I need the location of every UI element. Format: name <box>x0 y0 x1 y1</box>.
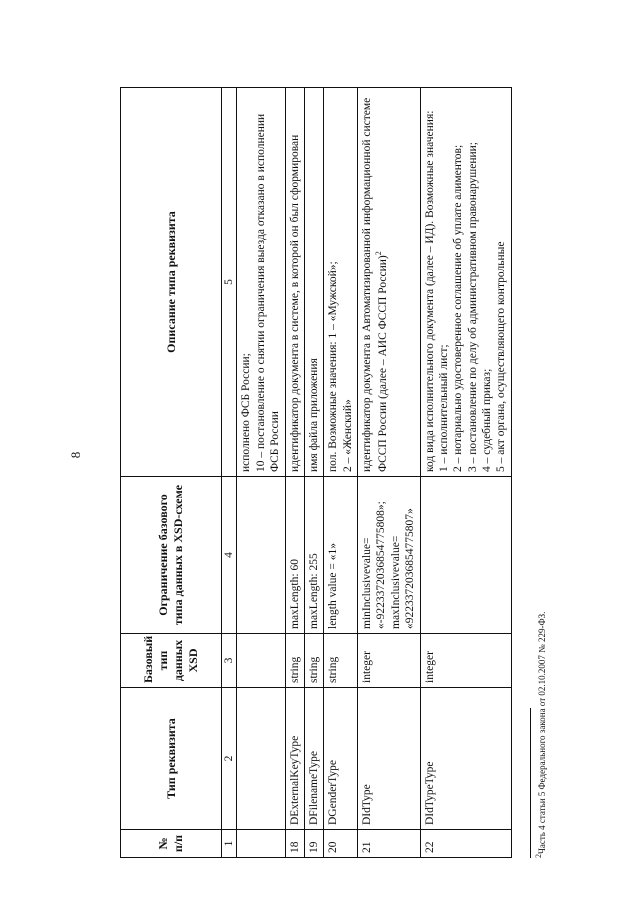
cell-description <box>237 88 285 477</box>
page-number: 8 <box>68 451 83 459</box>
column-number: 4 <box>222 477 237 634</box>
description-line: 1 – исполнительный лист; <box>437 344 450 472</box>
cell-num: 22 <box>420 830 511 858</box>
cell-num: 18 <box>285 830 304 858</box>
description-line: 3 – постановление по делу об административном правонарушении; <box>466 141 479 472</box>
cell-base-type: integer <box>420 634 511 688</box>
footnote-rule <box>530 708 531 858</box>
description-text: идентификатор документа в Автоматизированной информационной системе ФССП России (далее – АИС ФССП России) <box>361 97 390 472</box>
table-header-row <box>121 88 222 858</box>
table-row <box>285 88 304 858</box>
column-number: 1 <box>222 830 237 858</box>
cell-num: 21 <box>358 830 421 858</box>
description-line: пол. Возможные значения: 1 – «Мужской»; <box>327 261 340 472</box>
header-base-type: Базовый тип данных XSD <box>121 634 222 688</box>
cell-num: 19 <box>304 830 323 858</box>
footnote-marker: 2 <box>534 854 543 858</box>
cell-restriction <box>237 477 285 634</box>
cell-base-type: string <box>324 634 358 688</box>
restriction-line: maxInclusivevalue= <box>389 535 402 629</box>
cell-type-name <box>237 688 285 830</box>
footnote-ref: 2 <box>374 251 384 256</box>
cell-description <box>324 88 358 477</box>
table-row <box>324 88 358 858</box>
cell-base-type <box>237 634 285 688</box>
header-restriction: Ограничение базового типа данных в XSD-схеме <box>121 477 222 634</box>
cell-description <box>420 88 511 477</box>
cell-num <box>237 830 285 858</box>
footnote-text: Часть 4 статьи 5 Федерального закона от 02.10.2007 № 229-ФЗ. <box>537 611 547 854</box>
cell-num: 20 <box>324 830 358 858</box>
description-line: 2 – «Женский» <box>341 399 354 472</box>
header-type-name: Тип реквизита <box>121 688 222 830</box>
header-num: № п/п <box>121 830 222 858</box>
rotated-page-content <box>120 88 547 858</box>
footnote <box>530 88 547 858</box>
table-row <box>304 88 323 858</box>
cell-type-name: DIdType <box>358 688 421 830</box>
cell-base-type: integer <box>358 634 421 688</box>
restriction-line: minInclusivevalue= «-9223372036854775808»; <box>361 501 388 629</box>
description-line: 10 – постановление о снятии ограничения выезда отказано в исполнении ФСБ России <box>254 113 282 472</box>
requisites-table <box>120 87 512 858</box>
description-line: исполнено ФСБ России; <box>240 353 253 472</box>
cell-restriction <box>358 477 421 634</box>
cell-type-name: DGenderType <box>324 688 358 830</box>
table-row-continuation <box>237 88 285 858</box>
cell-restriction: maxLength: 60 <box>285 477 304 634</box>
column-number: 5 <box>222 88 237 477</box>
cell-description <box>358 88 421 477</box>
cell-restriction <box>420 477 511 634</box>
cell-type-name: DFilenameType <box>304 688 323 830</box>
cell-description: имя файла приложения <box>304 88 323 477</box>
cell-restriction: maxLength: 255 <box>304 477 323 634</box>
restriction-line: «9223372036854775807» <box>404 508 417 629</box>
table-row <box>358 88 421 858</box>
column-number: 2 <box>222 688 237 830</box>
description-line: 2 – нотариально удостоверенное соглашение об уплате алиментов; <box>452 144 465 472</box>
header-description: Описание типа реквизита <box>121 88 222 477</box>
table-row <box>420 88 511 858</box>
description-line: код вида исполнительного документа (далее – ИД). Возможные значения: <box>423 110 436 472</box>
description-line: 5 – акт органа, осуществляющего контрольные <box>495 241 508 472</box>
cell-base-type: string <box>304 634 323 688</box>
cell-description: идентификатор документа в системе, в которой он был сформирован <box>285 88 304 477</box>
description-line: 4 – судебный приказ; <box>481 368 493 472</box>
column-numbers-row <box>222 88 237 858</box>
cell-restriction: length value = «1» <box>324 477 358 634</box>
cell-type-name: DIdTypeType <box>420 688 511 830</box>
cell-type-name: DExternalKeyType <box>285 688 304 830</box>
cell-base-type: string <box>285 634 304 688</box>
column-number: 3 <box>222 634 237 688</box>
